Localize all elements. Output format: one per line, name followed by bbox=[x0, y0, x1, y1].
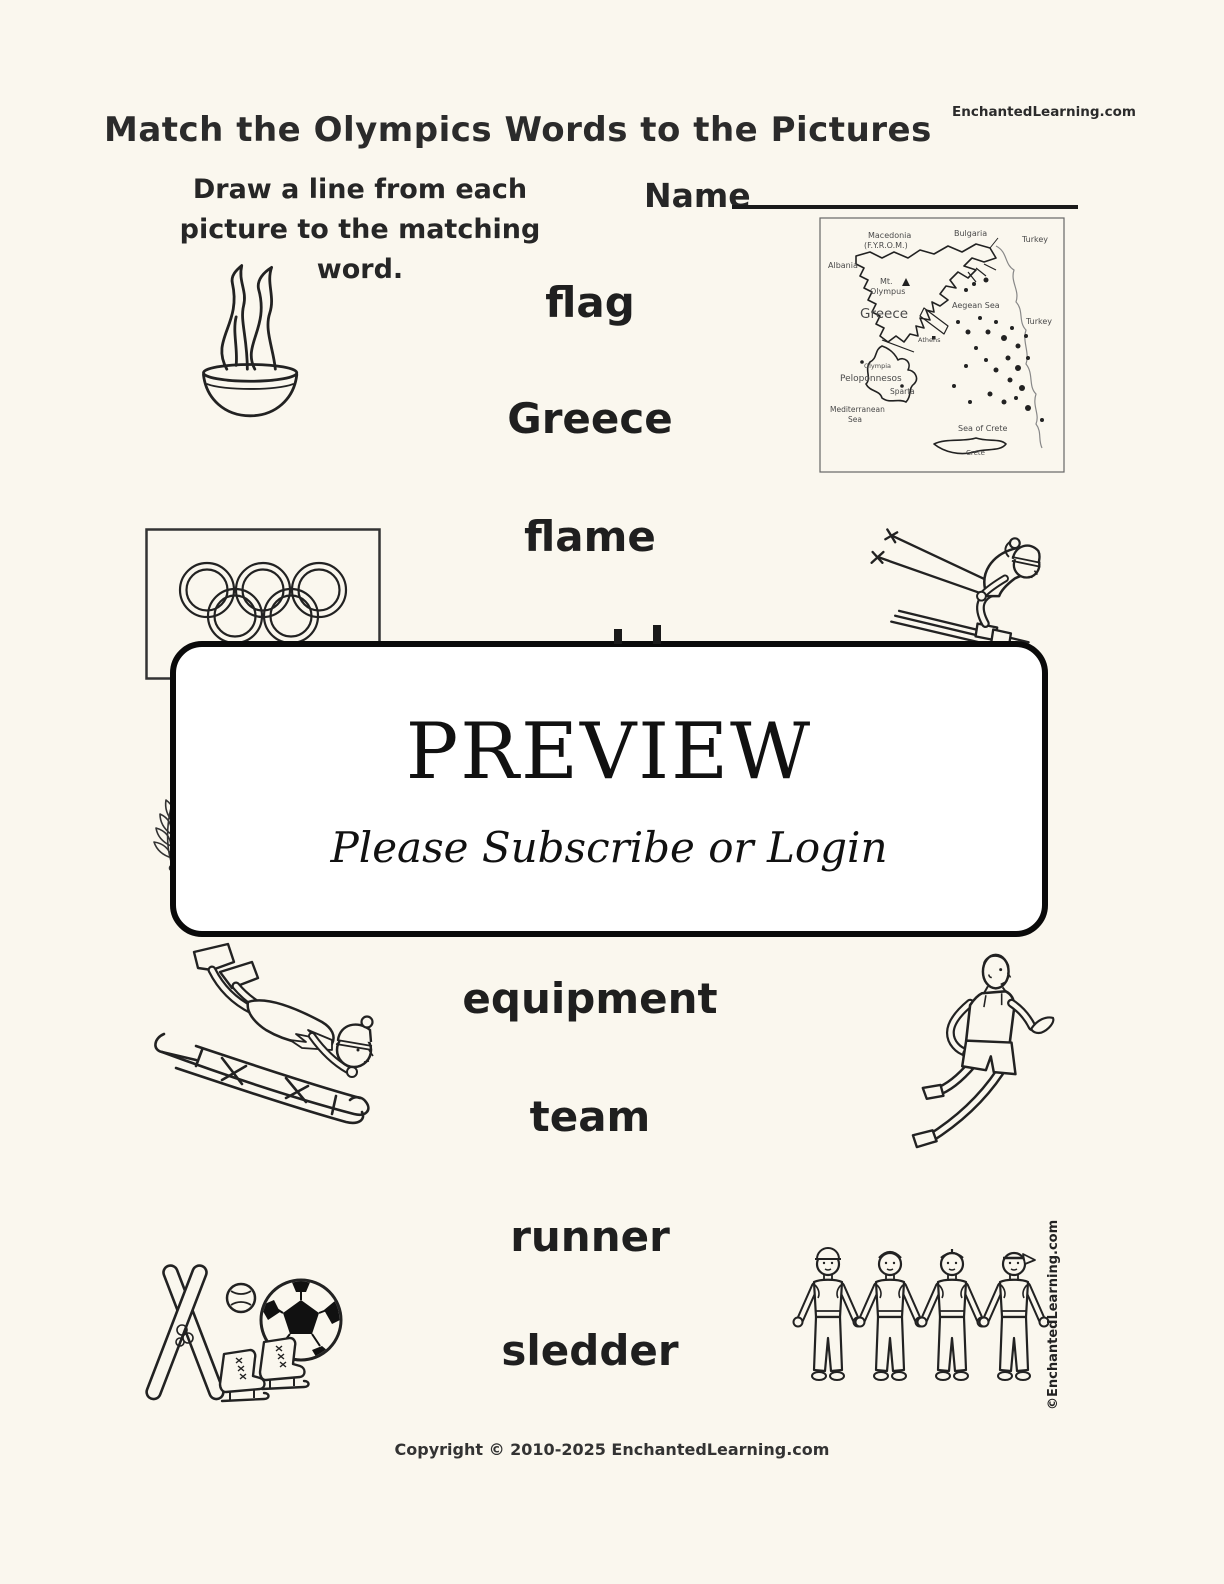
team-picture bbox=[792, 1240, 1057, 1420]
map-label-albania: Albania bbox=[828, 261, 858, 270]
page-title: Match the Olympics Words to the Pictures bbox=[104, 110, 932, 150]
map-label-greece: Greece bbox=[860, 306, 909, 322]
map-label-mt: Mt. bbox=[880, 277, 893, 286]
word-flag: flag bbox=[545, 278, 635, 327]
map-label-fyrom: (F.Y.R.O.M.) bbox=[864, 241, 908, 250]
preview-overlay bbox=[170, 641, 1048, 937]
map-label-athens: Athens bbox=[918, 336, 941, 344]
map-label-mediterranean: Mediterranean bbox=[830, 405, 885, 414]
word-team: team bbox=[529, 1092, 651, 1141]
map-label-olympia: Olympia bbox=[864, 362, 892, 370]
map-label-sparta: Sparta bbox=[890, 387, 915, 396]
map-label-crete: Crete bbox=[966, 449, 985, 457]
map-label-bulgaria: Bulgaria bbox=[954, 229, 988, 238]
map-label-sea-of-crete: Sea of Crete bbox=[958, 424, 1008, 433]
greece-map-picture bbox=[818, 216, 1066, 474]
map-label-olympus: Olympus bbox=[870, 287, 906, 296]
vertical-credit: ©EnchantedLearning.com bbox=[1046, 1219, 1061, 1410]
copyright-text: Copyright © 2010-2025 EnchantedLearning.com bbox=[394, 1440, 830, 1459]
skier-picture bbox=[860, 502, 1050, 654]
word-flame: flame bbox=[524, 512, 656, 561]
obscured-word-fragment bbox=[614, 629, 622, 644]
name-label: Name bbox=[644, 176, 751, 215]
olympic-flame-picture bbox=[182, 256, 322, 430]
sports-equipment-picture bbox=[138, 1258, 358, 1428]
word-sledder: sledder bbox=[501, 1326, 679, 1375]
instructions-line-2: picture to the matching word. bbox=[179, 214, 541, 285]
map-label-peloponnesos: Peloponnesos bbox=[840, 374, 902, 384]
instructions-line-1: Draw a line from each bbox=[192, 174, 528, 205]
map-label-turkey-top: Turkey bbox=[1022, 235, 1049, 244]
map-label-turkey-right: Turkey bbox=[1026, 317, 1053, 326]
map-label-sea: Sea bbox=[848, 415, 862, 424]
sledder-picture bbox=[136, 938, 396, 1143]
map-label-macedonia: Macedonia bbox=[868, 231, 912, 240]
subscribe-or-login-text[interactable]: Please Subscribe or Login bbox=[330, 822, 888, 872]
site-link[interactable]: EnchantedLearning.com bbox=[952, 104, 1136, 120]
word-equipment: equipment bbox=[462, 974, 718, 1023]
runner-picture bbox=[888, 942, 1068, 1154]
map-label-aegean-sea: Aegean Sea bbox=[952, 301, 1000, 310]
name-input-line bbox=[732, 172, 1078, 209]
obscured-word-fragment bbox=[653, 625, 661, 644]
preview-title: PREVIEW bbox=[405, 706, 813, 797]
word-greece: Greece bbox=[507, 394, 673, 443]
word-runner: runner bbox=[510, 1212, 670, 1261]
